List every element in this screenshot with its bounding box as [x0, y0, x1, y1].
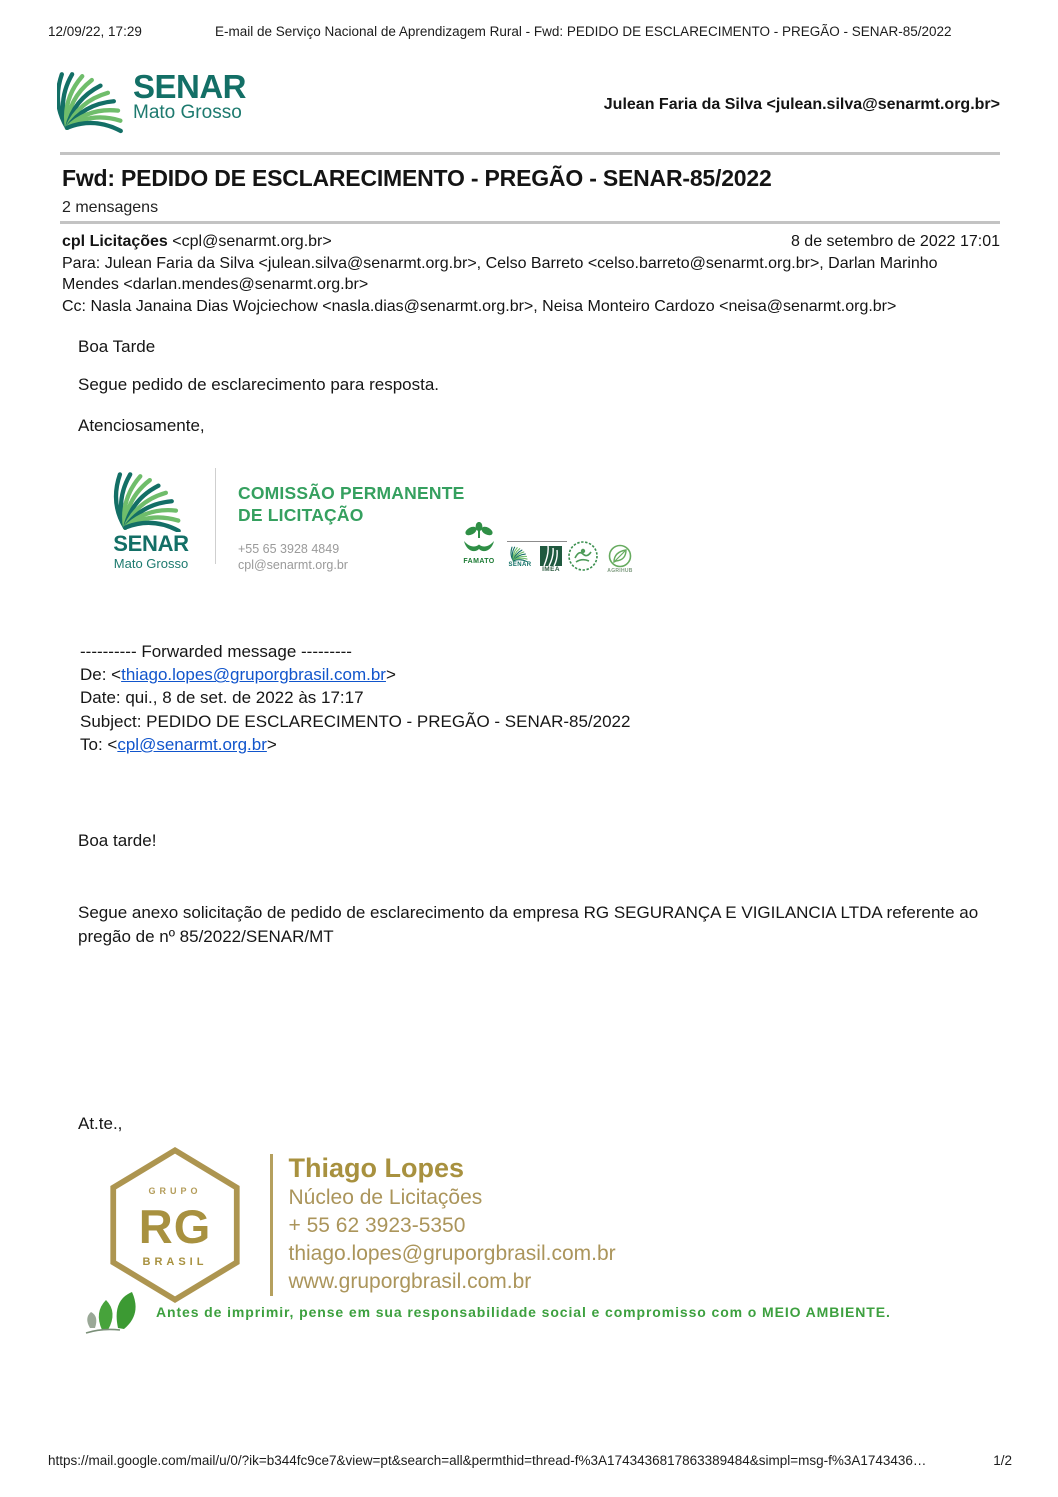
messages-count: 2 mensagens [62, 199, 159, 216]
agrihub-label: AGRIHUB [607, 568, 633, 574]
body-line: Segue pedido de esclarecimento para resposta. [78, 375, 440, 394]
rg-contact-phone: + 55 62 3923-5350 [288, 1214, 466, 1237]
sig-phone: +55 65 3928 4849 [238, 542, 340, 556]
imea-label: IMEA [542, 566, 560, 573]
rg-logo-rg: RG [138, 1200, 212, 1253]
sig-email: cpl@senarmt.org.br [238, 558, 348, 572]
forwarded-header-block [80, 640, 630, 756]
rg-logo-grupo: GRUPO [148, 1186, 202, 1196]
rg-logo-brasil: BRASIL [142, 1256, 208, 1268]
sender-email: <cpl@senarmt.org.br> [172, 233, 332, 250]
recipients-to: Para: Julean Faria da Silva <julean.silva@senarmt.org.br>, Celso Barreto <celso.barreto@senarmt.org.br>, Darlan Marinho Mendes <darlan.mendes@senarmt.org.br> [62, 254, 938, 293]
forwarded-subject: Subject: PEDIDO DE ESCLARECIMENTO - PREGÃO - SENAR-85/2022 [80, 711, 631, 731]
sender [62, 231, 332, 253]
dept-line1: COMISSÃO PERMANENTE [238, 483, 465, 503]
agrihub-logo [605, 544, 635, 574]
rg-signature [100, 1146, 616, 1304]
rg-contact-website: www.gruporgbrasil.com.br [288, 1270, 532, 1293]
senar-mini-label: SENAR [508, 562, 532, 568]
eco-note-text: Antes de imprimir, pense em sua responsabilidade social e compromisso com o MEIO AMBIENTE. [156, 1304, 891, 1320]
recipients-cc: Cc: Nasla Janaina Dias Wojciechow <nasla.dias@senarmt.org.br>, Neisa Monteiro Cardozo <neisa@senarmt.org.br> [62, 297, 897, 315]
body-greeting: Boa Tarde [78, 337, 156, 356]
to-suffix: > [266, 734, 277, 754]
partner-logos [455, 520, 640, 580]
famato-icon [455, 522, 503, 558]
forwarded-to [80, 733, 630, 756]
imea-logo [537, 546, 565, 573]
senar-mini-logo [507, 545, 533, 568]
to-prefix: To: < [80, 734, 118, 754]
partner-divider-line [507, 541, 567, 542]
rg-contact-role: Núcleo de Licitações [288, 1186, 483, 1209]
forwarded-date: Date: qui., 8 de set. de 2022 às 17:17 [80, 688, 364, 708]
thread-subject: Fwd: PEDIDO DE ESCLARECIMENTO - PREGÃO - SENAR-85/2022 [62, 165, 772, 191]
imea-icon [537, 546, 565, 566]
from-suffix: > [385, 665, 396, 685]
senar-logo [57, 64, 246, 134]
famato-logo [455, 522, 503, 565]
senar-signature-logo [103, 466, 199, 571]
forwarded-marker: ---------- Forwarded message --------- [80, 642, 352, 661]
from-prefix: De: < [80, 665, 122, 685]
senar-fan-icon [507, 545, 533, 562]
eco-note [84, 1288, 891, 1334]
rg-signature-divider [270, 1154, 273, 1296]
divider-subject [60, 221, 1000, 224]
famato-label: FAMATO [463, 558, 495, 565]
leaves-icon [84, 1288, 146, 1334]
rg-logo [100, 1146, 250, 1304]
fwd-closing: At.te., [78, 1114, 123, 1133]
rg-contact-name: Thiago Lopes [288, 1153, 464, 1183]
senar-sig-wordmark: SENAR [113, 531, 189, 556]
print-footer-page: 1/2 [993, 1453, 1012, 1468]
seal-icon [567, 540, 599, 572]
senar-sig-region: Mato Grosso [113, 556, 189, 571]
senar-fan-icon [103, 466, 199, 532]
rg-contact-email: thiago.lopes@gruporgbrasil.com.br [288, 1242, 616, 1265]
forwarded-from [80, 663, 630, 686]
to-email-link[interactable]: cpl@senarmt.org.br [117, 734, 267, 754]
fwd-greeting: Boa tarde! [78, 831, 157, 850]
account-owner: Julean Faria da Silva <julean.silva@senarmt.org.br> [603, 96, 1000, 113]
print-footer-url[interactable]: https://mail.google.com/mail/u/0/?ik=b344fc9ce7&view=pt&search=all&permthid=thread-f%3A1743436817863389484&simpl=msg-f%3A1743436… [48, 1453, 927, 1468]
agrihub-leaf-icon [605, 544, 635, 568]
message-meta [62, 231, 1000, 317]
senar-wordmark: SENAR [133, 68, 247, 105]
print-title: E-mail de Serviço Nacional de Aprendizagem Rural - Fwd: PEDIDO DE ESCLARECIMENTO - PREGÃO - SENAR-85/2022 [215, 24, 952, 39]
sender-name: cpl Licitações [62, 233, 168, 250]
message-date: 8 de setembro de 2022 17:01 [790, 233, 1000, 250]
dept-line2: DE LICITAÇÃO [238, 505, 364, 525]
senar-region: Mato Grosso [133, 102, 242, 123]
print-datetime: 12/09/22, 17:29 [48, 24, 142, 39]
fwd-paragraph: Segue anexo solicitação de pedido de esclarecimento da empresa RG SEGURANÇA E VIGILANCIA LTDA referente ao pregão de nº 85/2022/SENAR/MT [78, 903, 979, 946]
body-closing: Atenciosamente, [78, 416, 205, 435]
senar-fan-icon [57, 64, 129, 134]
divider-top [60, 152, 1000, 155]
senar-signature [103, 466, 464, 573]
from-email-link[interactable]: thiago.lopes@gruporgbrasil.com.br [121, 665, 386, 685]
seal-logo [567, 540, 599, 572]
